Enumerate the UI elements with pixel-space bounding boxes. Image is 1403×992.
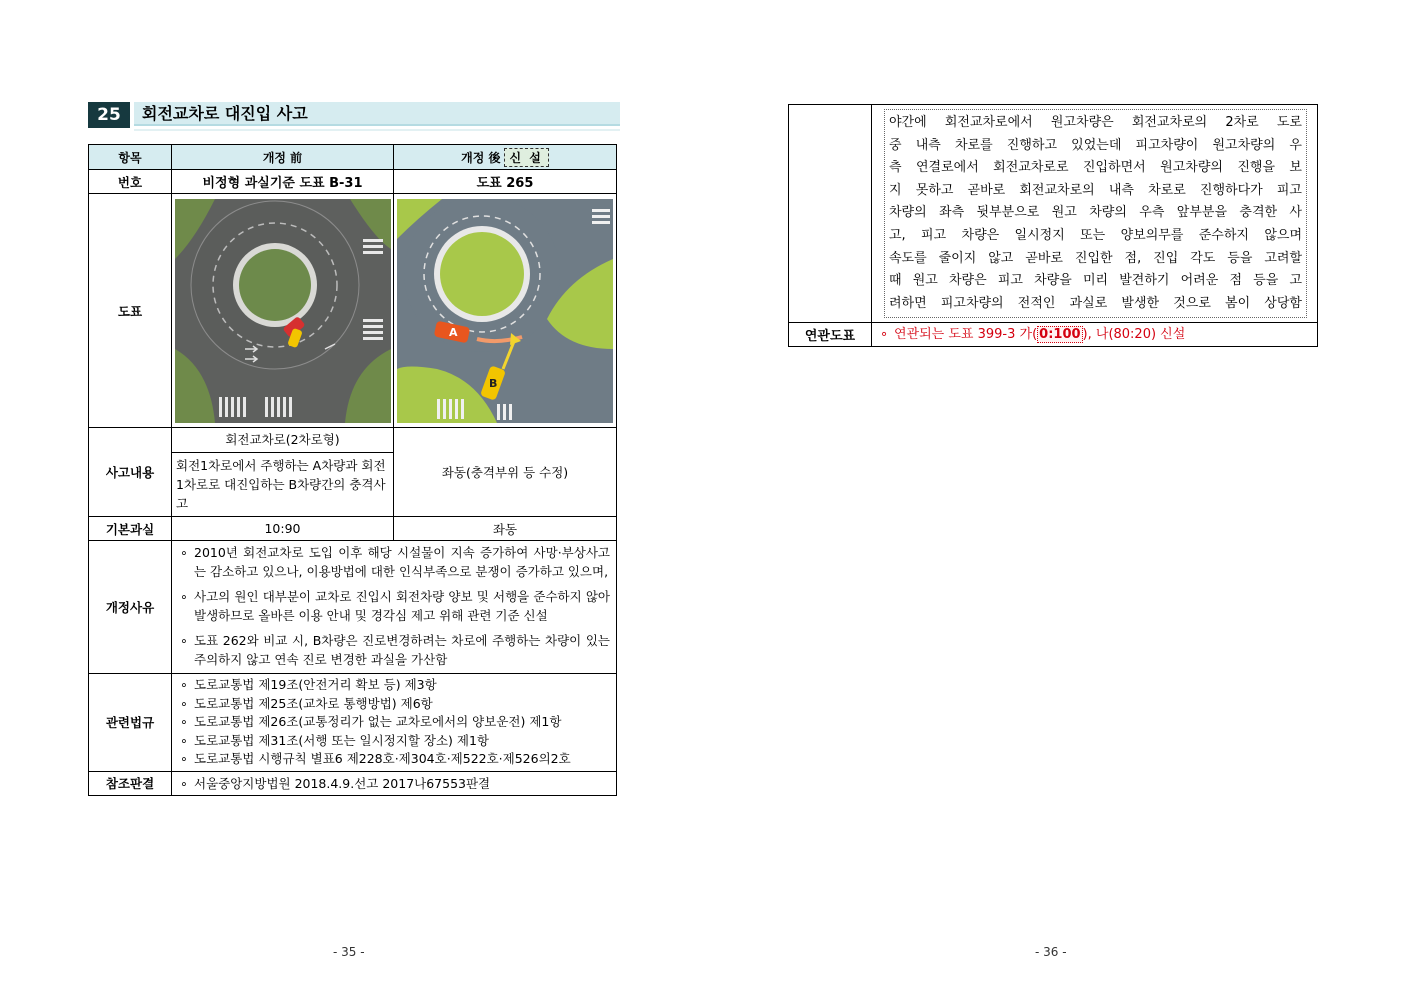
fault-row <box>89 517 617 541</box>
reason-item: ∘ 사고의 원인 대부분이 교차로 진입시 회전차량 양보 및 서행을 준수하지 않아 발생하므로 올바른 이용 안내 및 경각심 제고 위해 관련 기준 신설 <box>172 587 616 625</box>
case-description <box>884 109 1307 318</box>
header-after <box>394 145 617 170</box>
related-prefix: 연관되는 도표 399-3 가( <box>894 327 1038 343</box>
case-label: 참조판결 <box>89 771 172 795</box>
roundabout-diagram-after <box>397 199 613 423</box>
description-line: 려하면 피고차량의 전적인 과실로 발생한 것으로 봄이 상당함 <box>889 295 1302 311</box>
diagram-label: 도표 <box>89 194 172 428</box>
description-line: 지 못하고 곧바로 회전교차로의 내측 차로로 진행하다가 피고 <box>889 182 1302 198</box>
accident-before-title: 회전교차로(2차로형) <box>172 428 393 453</box>
law-item: ∘ 도로교통법 제26조(교통정리가 없는 교차로에서의 양보운전) 제1항 <box>172 713 616 732</box>
description-line: 중 내측 차로를 진행하고 있었는데 피고차량이 원고차량의 우 <box>889 137 1302 153</box>
related-row <box>789 323 1318 347</box>
related-label: 연관도표 <box>789 323 872 347</box>
related-highlight: 0:100 <box>1039 327 1081 343</box>
revision-table <box>88 144 617 796</box>
header-row <box>89 145 617 170</box>
roundabout-diagram-before <box>175 199 391 423</box>
section-underline <box>134 129 620 131</box>
law-item: ∘ 도로교통법 제25조(교차로 통행방법) 제6항 <box>172 695 616 714</box>
case-cell <box>172 771 617 795</box>
accident-after: 좌동(충격부위 등 수정) <box>394 428 617 517</box>
fault-after: 좌동 <box>394 517 617 541</box>
law-item: ∘ 도로교통법 시행규칙 별표6 제228호·제304호·제522호·제526의2호 <box>172 750 616 769</box>
reason-cell <box>172 541 617 674</box>
header-after-label: 개정 後 <box>461 150 501 165</box>
related-cell <box>872 323 1318 347</box>
description-row <box>789 105 1318 323</box>
section-number: 25 <box>88 102 130 128</box>
related-text <box>872 325 1317 344</box>
law-label: 관련법규 <box>89 674 172 772</box>
reason-label: 개정사유 <box>89 541 172 674</box>
number-row <box>89 170 617 194</box>
diagram-row <box>89 194 617 428</box>
related-suffix: ), 나(80:20) 신설 <box>1082 327 1186 343</box>
law-item: ∘ 도로교통법 제19조(안전거리 확보 등) 제3항 <box>172 676 616 695</box>
fault-before: 10:90 <box>172 517 394 541</box>
case-row <box>89 771 617 795</box>
car-a-label: A <box>449 325 458 339</box>
continued-table <box>788 104 1318 347</box>
reason-item: ∘ 2010년 회전교차로 도입 이후 해당 시설물이 지속 증가하여 사망·부상사고는 감소하고 있으나, 이용방법에 대한 인식부족으로 분쟁이 증가하고 있으며, <box>172 543 616 581</box>
accident-label: 사고내용 <box>89 428 172 517</box>
header-before: 개정 前 <box>172 145 394 170</box>
number-label: 번호 <box>89 170 172 194</box>
description-line: 차량의 좌측 뒷부분으로 원고 차량의 우측 앞부분을 충격한 사 <box>889 205 1302 221</box>
page-number-right: - 36 - <box>1035 945 1067 959</box>
description-label-cell <box>789 105 872 323</box>
section-title: 회전교차로 대진입 사고 <box>134 102 620 126</box>
accident-row <box>89 428 617 517</box>
case-text: ∘ 서울중앙지방법원 2018.4.9.선고 2017나67553판결 <box>172 774 616 793</box>
diagram-before-cell <box>172 194 394 428</box>
accident-before-cell <box>172 428 394 517</box>
law-row <box>89 674 617 772</box>
page-number-left: - 35 - <box>333 945 365 959</box>
description-line: 측 연결로에서 회전교차로로 진입하면서 원고차량의 진행을 보 <box>889 160 1302 176</box>
description-line: 고, 피고 차량은 일시정지 또는 양보의무를 준수하지 않으며 <box>889 227 1302 243</box>
header-item: 항목 <box>89 145 172 170</box>
law-item: ∘ 도로교통법 제31조(서행 또는 일시정지할 장소) 제1항 <box>172 732 616 751</box>
law-cell <box>172 674 617 772</box>
new-badge: 신 설 <box>504 148 549 167</box>
reason-row <box>89 541 617 674</box>
number-before: 비정형 과실기준 도표 B-31 <box>172 170 394 194</box>
description-line: 속도를 줄이지 않고 곧바로 진입한 점, 진입 각도 등을 고려할 <box>889 250 1302 266</box>
section-header <box>88 102 620 128</box>
number-after: 도표 265 <box>394 170 617 194</box>
description-line: 때 원고 차량은 피고 차량을 미리 발견하기 어려운 점 등을 고 <box>889 273 1302 289</box>
description-cell <box>872 105 1318 323</box>
car-b-label: B <box>489 376 498 390</box>
diagram-after-cell <box>394 194 617 428</box>
accident-before-text: 회전1차로에서 주행하는 A차량과 회전1차로로 대진입하는 B차량간의 충격사고 <box>176 458 386 511</box>
fault-label: 기본과실 <box>89 517 172 541</box>
description-line: 야간에 회전교차로에서 원고차량은 회전교차로의 2차로 도로 <box>889 115 1302 130</box>
reason-item: ∘ 도표 262와 비교 시, B차량은 진로변경하려는 차로에 주행하는 차량이 있는 주의하지 않고 연속 진로 변경한 과실을 가산함 <box>172 631 616 669</box>
